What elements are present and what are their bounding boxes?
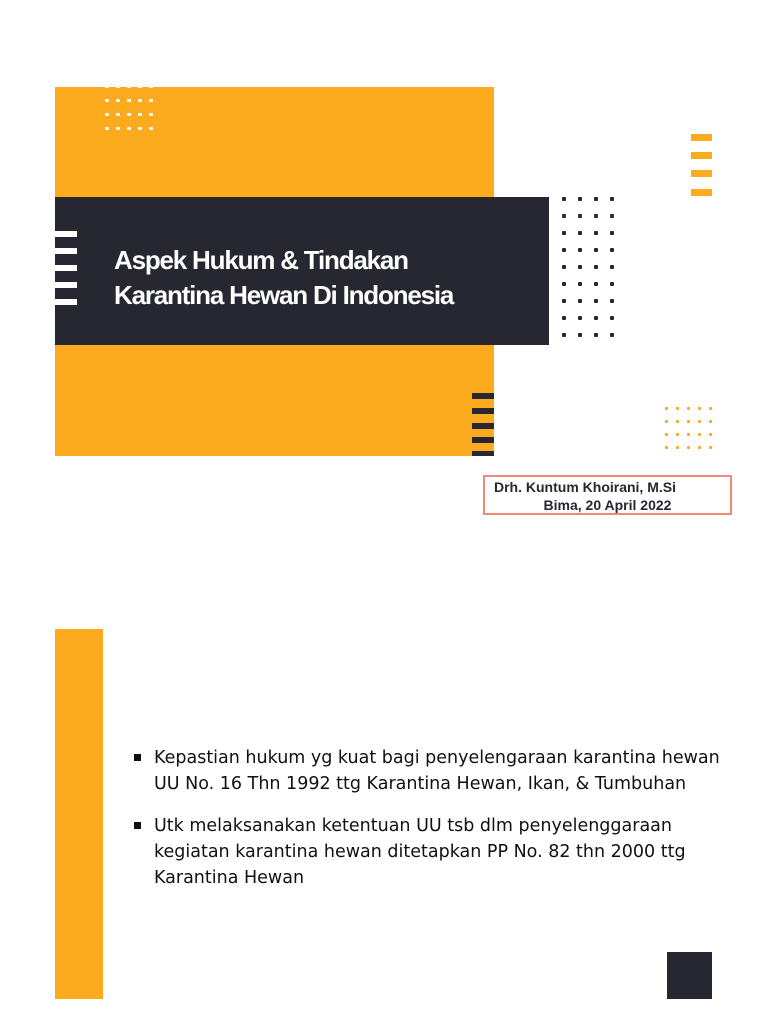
orange-stripe bbox=[691, 134, 712, 141]
slide2-orange-sidebar bbox=[55, 629, 103, 999]
dark-stripe bbox=[472, 393, 494, 399]
author-name: Drh. Kuntum Khoirani, M.Si bbox=[494, 479, 676, 495]
white-dot-grid bbox=[105, 85, 153, 130]
bullet-text: Utk melaksanakan ketentuan UU tsb dlm penyelenggaraan kegiatan karantina hewan ditetapkan PP No. 82 thn 2000 ttg Karantina Hewan bbox=[154, 816, 686, 888]
dark-corner-square bbox=[667, 952, 712, 999]
bullet-text: Kepastian hukum yg kuat bagi penyelengaraan karantina hewan UU No. 16 Thn 1992 ttg Karantina Hewan, Ikan, & Tumbuhan bbox=[154, 748, 720, 794]
bullet-square-icon bbox=[134, 822, 141, 829]
orange-stripe bbox=[691, 152, 712, 159]
dark-stripe bbox=[472, 437, 494, 443]
white-stripe bbox=[55, 231, 77, 237]
white-stripe bbox=[55, 299, 77, 305]
dark-stripe bbox=[472, 408, 494, 414]
bullet-list bbox=[133, 745, 743, 907]
list-item bbox=[133, 813, 743, 891]
orange-stripe bbox=[691, 170, 712, 177]
dark-stripe bbox=[472, 423, 494, 429]
slide-title-line2: Karantina Hewan Di Indonesia bbox=[114, 280, 454, 310]
white-stripe bbox=[55, 265, 77, 271]
white-stripe bbox=[55, 248, 77, 254]
white-stripe bbox=[55, 282, 77, 288]
orange-dot-grid bbox=[665, 407, 712, 449]
author-info-box bbox=[483, 475, 732, 515]
list-item bbox=[133, 745, 743, 797]
orange-stripe bbox=[691, 189, 712, 196]
dark-dot-grid bbox=[562, 197, 614, 337]
slide-title bbox=[114, 243, 534, 313]
slide-title-line1: Aspek Hukum & Tindakan bbox=[114, 245, 408, 275]
bullet-square-icon bbox=[134, 754, 141, 761]
place-date: Bima, 20 April 2022 bbox=[543, 497, 672, 513]
dark-stripe bbox=[472, 451, 494, 456]
